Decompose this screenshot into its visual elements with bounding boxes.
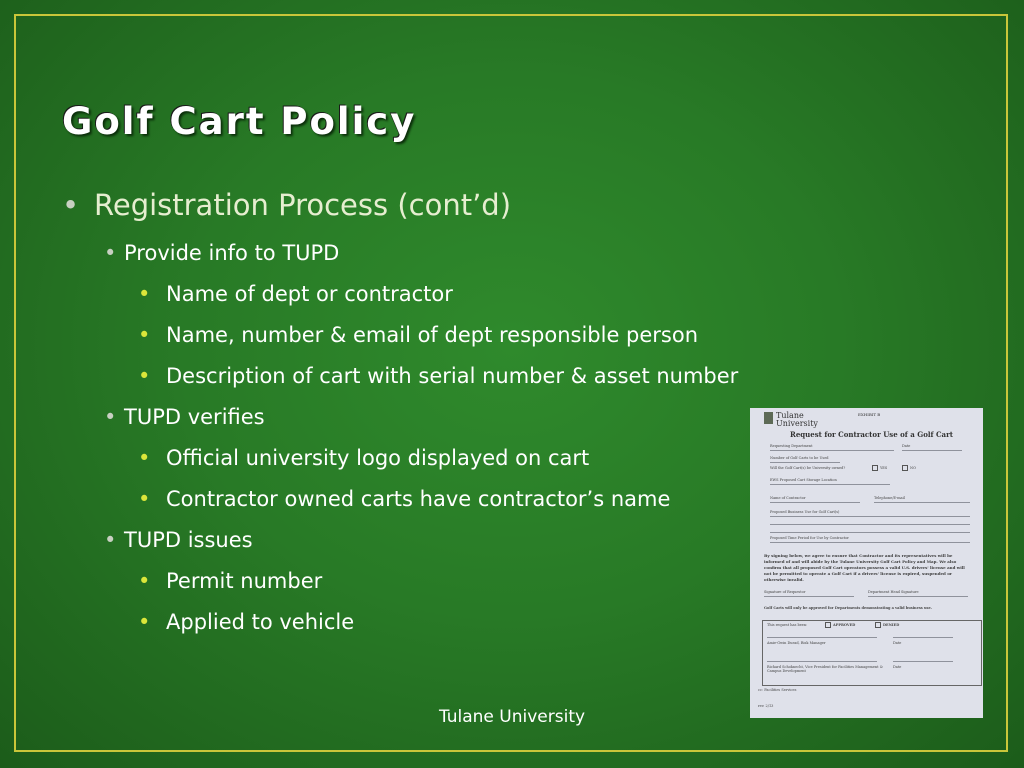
form-field-label: NO [910, 466, 916, 470]
bullet-item: • Applied to vehicle [138, 610, 355, 634]
no-checkbox-icon [902, 465, 908, 471]
bullet-dot-icon: • [138, 569, 151, 593]
golf-cart-request-form-image [750, 408, 983, 718]
form-field-label: EWS Proposed Cart Storage Location [770, 478, 837, 482]
form-line [770, 502, 860, 503]
bullet-item: • Description of cart with serial number & asset number [138, 364, 739, 388]
form-line [764, 596, 854, 597]
form-line [770, 516, 970, 517]
form-cc: cc: Facilities Services [758, 688, 797, 692]
bullet-item: • Contractor owned carts have contractor’s name [138, 487, 671, 511]
bullet-provide: • Provide info to TUPD [104, 241, 340, 265]
form-logo-text: Tulane University [776, 411, 818, 428]
form-title: Request for Contractor Use of a Golf Cart [790, 430, 954, 439]
form-line [868, 596, 968, 597]
bullet-item: • Official university logo displayed on cart [138, 446, 590, 470]
bullet-verifies: • TUPD verifies [104, 405, 265, 429]
bullet-dot-icon: • [104, 241, 117, 265]
form-line [874, 502, 970, 503]
bullet-dot-icon: • [138, 364, 151, 388]
form-line [770, 542, 970, 543]
form-approval-box [762, 620, 982, 686]
form-line [770, 524, 970, 525]
form-field-label: DENIED [883, 623, 900, 627]
bullet-dot-icon: • [138, 282, 151, 306]
denied-checkbox-icon [875, 622, 881, 628]
slide-title: Golf Cart Policy [62, 100, 417, 143]
form-line [770, 462, 840, 463]
form-line [893, 661, 953, 662]
university-logo-icon [764, 412, 773, 424]
form-field-label: Name of Contractor [770, 496, 806, 500]
form-field-label: Date [902, 444, 911, 448]
form-field-label: This request has been: [767, 623, 808, 627]
form-field-label: Signature of Requestor [764, 590, 806, 594]
form-line [893, 637, 953, 638]
form-line [767, 661, 877, 662]
form-approval-note: Golf Carts will only be approved for Departments demonstrating a valid business use. [764, 606, 932, 610]
approved-checkbox-icon [825, 622, 831, 628]
bullet-issues: • TUPD issues [104, 528, 253, 552]
bullet-dot-icon: • [138, 610, 151, 634]
bullet-dot-icon: • [138, 487, 151, 511]
form-field-label: Richard Schoknecht, Vice President for Facilities Management & Campus Development [767, 665, 883, 673]
bullet-dot-icon: • [62, 188, 80, 222]
bullet-dot-icon: • [138, 323, 151, 347]
slide-footer: Tulane University [438, 707, 586, 727]
form-field-label: APPROVED [833, 623, 856, 627]
form-field-label: Date [893, 641, 902, 645]
form-field-label: Date [893, 665, 902, 669]
bullet-item: • Permit number [138, 569, 323, 593]
form-exhibit: EXHIBIT B [858, 412, 881, 417]
yes-checkbox-icon [872, 465, 878, 471]
bullet-dot-icon: • [138, 446, 151, 470]
form-line [770, 450, 894, 451]
form-field-label: Number of Golf Carts to be Used [770, 456, 829, 460]
form-line [767, 637, 877, 638]
bullet-level1: • Registration Process (cont’d) [62, 188, 512, 222]
form-field-label: Telephone/E-mail [874, 496, 905, 500]
form-field-label: Department Head Signature [868, 590, 919, 594]
form-field-label: Will the Golf Cart(s) be University owned? [770, 466, 846, 470]
form-line [770, 532, 970, 533]
form-field-label: Amie-Gwin Durad, Risk Manager [767, 641, 826, 645]
form-field-label: Proposed Time Period for Use by Contractor [770, 536, 849, 540]
bullet-dot-icon: • [104, 528, 117, 552]
form-line [902, 450, 962, 451]
form-line [770, 484, 890, 485]
form-field-label: YES [880, 466, 888, 470]
form-field-label: Proposed Business Use for Golf Cart(s) [770, 510, 840, 514]
form-rev: rev. 2/13 [758, 704, 774, 708]
bullet-dot-icon: • [104, 405, 117, 429]
form-field-label: Requesting Department [770, 444, 813, 448]
bullet-item: • Name, number & email of dept responsible person [138, 323, 699, 347]
form-agreement-text: By signing below, we agree to ensure that Contractor and its representatives will be informed of and will abide by the Tulane University Golf Cart Policy and Map. We also confirm that all proposed Golf Cart operators possess a valid U.S. drivers' license and will not be permitted to operate a Golf Cart if a drivers' license is expired, suspended or otherwise invalid. [764, 553, 965, 582]
bullet-item: • Name of dept or contractor [138, 282, 453, 306]
